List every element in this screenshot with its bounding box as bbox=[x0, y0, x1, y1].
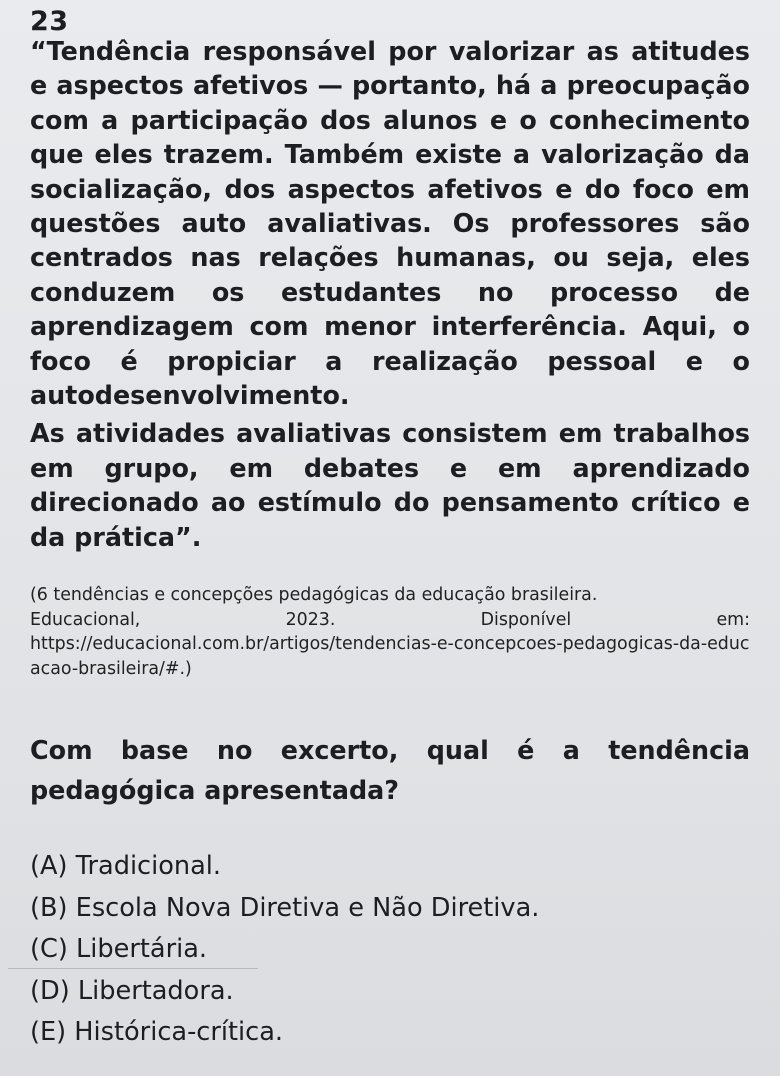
citation-available: Disponível bbox=[480, 609, 572, 630]
citation-year: 2023. bbox=[285, 609, 336, 630]
option-text: Libertária. bbox=[75, 934, 208, 964]
citation-line-1: (6 tendências e concepções pedagógicas da educação brasileira. bbox=[30, 585, 598, 605]
option-text: Escola Nova Diretiva e Não Diretiva. bbox=[75, 892, 540, 923]
excerpt-paragraph-2: As atividades avaliativas consistem em trabalhos em grupo, em debates e em aprendizado direcionado ao estímulo do pensamento crítico e da prática”. bbox=[30, 418, 750, 552]
option-e[interactable] bbox=[30, 1012, 750, 1054]
option-text: Tradicional. bbox=[75, 851, 222, 881]
option-text: Libertadora. bbox=[77, 975, 234, 1006]
source-citation bbox=[30, 583, 750, 681]
option-d[interactable] bbox=[30, 971, 750, 1013]
option-letter: (A) bbox=[30, 851, 68, 881]
citation-line-2 bbox=[30, 608, 750, 633]
excerpt-paragraph-1: “Tendência responsável por valorizar as atitudes e aspectos afetivos — portanto, há a preocupação com a participação dos alunos e o conhecimento que eles trazem. Também existe a valorização da socialização, dos aspectos afetivos e do foco em questões auto avaliativas. Os professores são centrados nas relações humanas, ou seja, eles conduzem os estudantes no processo de aprendizagem com menor interferência. Aqui, o foco é propiciar a realização pessoal e o autodesenvolvimento. bbox=[30, 36, 750, 411]
option-c[interactable] bbox=[30, 929, 750, 971]
question-prompt: Com base no excerto, qual é a tendência pedagógica apresentada? bbox=[30, 735, 750, 805]
option-letter: (B) bbox=[30, 892, 68, 923]
citation-em: em: bbox=[716, 609, 750, 630]
option-letter: (C) bbox=[30, 934, 68, 964]
question-number: 23 bbox=[30, 6, 69, 37]
pencil-mark bbox=[8, 968, 258, 969]
option-letter: (D) bbox=[30, 975, 70, 1006]
answer-options bbox=[30, 846, 750, 1054]
citation-url: https://educacional.com.br/artigos/tendencias-e-concepcoes-pedagogicas-da-educacao-brasileira/#.) bbox=[30, 634, 750, 679]
option-letter: (E) bbox=[30, 1017, 67, 1047]
option-b[interactable] bbox=[30, 888, 750, 930]
option-a[interactable] bbox=[30, 846, 750, 888]
option-text: Histórica-crítica. bbox=[74, 1017, 284, 1047]
excerpt-passage bbox=[30, 34, 750, 554]
citation-publisher: Educacional, bbox=[30, 609, 141, 630]
